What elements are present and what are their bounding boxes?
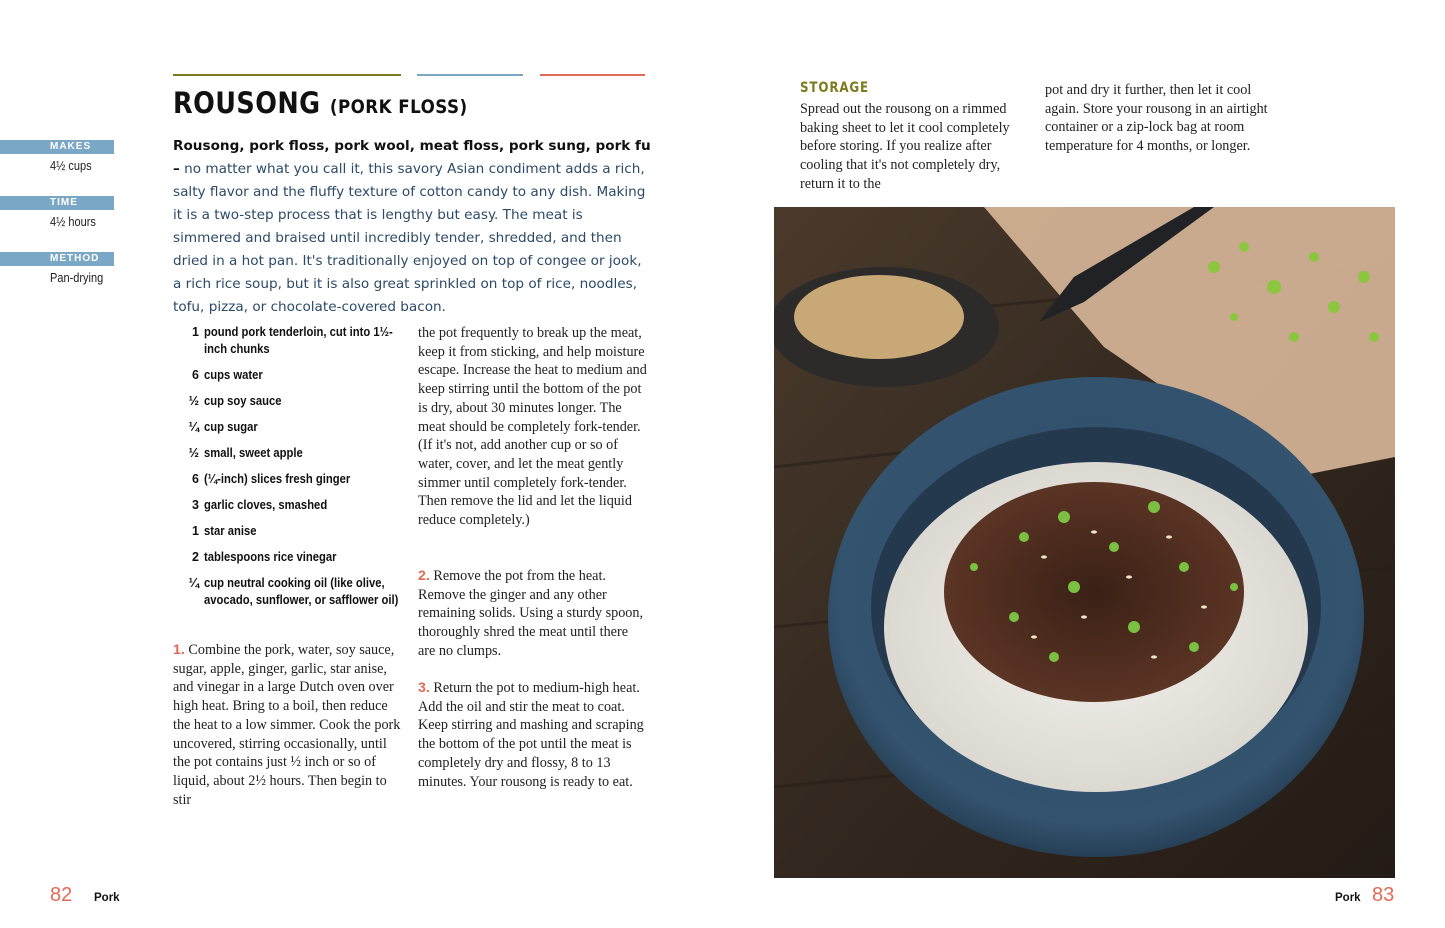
meta-label-time: TIME	[50, 197, 78, 208]
meta-label-makes: MAKES	[50, 141, 92, 152]
step-1-number: 1.	[173, 642, 185, 658]
intro-body: no matter what you call it, this savory Asian condiment adds a rich, salty flavor and the fluffy texture of cotton candy to any dish. Making it is a two-step process that is lengthy but easy. The meat is simmered and braised until incredibly tender, shredded, and then dried in a hot pan. It's traditionally enjoyed on top of congee or jook, a rich rice soup, but it is also great sprinkled on top of rice, noodles, tofu, pizza, or chocolate-covered bacon.	[173, 161, 646, 315]
ingredient-qty: 6	[192, 472, 199, 486]
ingredient-text: star anise	[204, 524, 257, 538]
step-1	[173, 641, 403, 809]
step-3	[418, 679, 648, 791]
ingredient-text: garlic cloves, smashed	[204, 498, 328, 512]
ingredient-item	[180, 367, 410, 384]
intro-lead: Rousong, pork floss, pork wool, meat floss, pork sung, pork fu –	[173, 138, 651, 177]
storage-heading: STORAGE	[800, 80, 870, 96]
title-rule-olive	[173, 74, 401, 76]
ingredient-qty: 1	[192, 325, 199, 339]
ingredient-item	[180, 575, 410, 609]
rousong-bowl-photo	[774, 207, 1395, 878]
meta-value-time: 4½ hours	[50, 215, 96, 229]
step-3-number: 3.	[418, 680, 430, 696]
step-3-text: Return the pot to medium-high heat. Add the oil and stir the meat to coat. Keep stirring and mashing and scraping the bottom of the pot until the meat is completely dry and flossy, 8 to 13 minutes. Your rousong is ready to eat.	[418, 680, 644, 790]
ingredient-qty: ¼	[188, 576, 199, 590]
page-label-left: Pork	[94, 892, 120, 904]
recipe-intro	[173, 135, 653, 319]
meta-value-method: Pan-drying	[50, 271, 104, 285]
ingredient-text: pound pork tenderloin, cut into 1½-inch chunks	[204, 325, 393, 356]
ingredient-item	[180, 523, 410, 540]
ingredient-qty: 6	[192, 368, 199, 382]
storage-text-col2: pot and dry it further, then let it cool again. Store your rousong in an airtight container or a zip-lock bag at room temperature for 4 months, or longer.	[1045, 82, 1268, 155]
ingredient-qty: 1	[192, 524, 199, 538]
ingredient-item	[180, 324, 410, 358]
page-number-left: 82	[50, 884, 73, 906]
step-1-continued-text: the pot frequently to break up the meat, keep it from sticking, and help moisture escape. Increase the heat to medium and keep stirring until the bottom of the pot is dry, about 30 minutes longer. The meat should be completely fork-tender. (If it's not, add another cup or so of water, cover, and let the meat gently simmer until completely fork-tender. Then remove the lid and let the liquid reduce completely.)	[418, 325, 647, 529]
ingredient-text: small, sweet apple	[204, 446, 303, 460]
recipe-title	[173, 86, 468, 120]
ingredient-list	[180, 324, 410, 618]
step-2-number: 2.	[418, 568, 430, 584]
ingredient-qty: ¼	[188, 420, 199, 434]
ingredient-qty: ½	[188, 394, 199, 408]
ingredient-qty: 3	[192, 498, 199, 512]
step-1-continued	[418, 324, 648, 530]
step-1-text: Combine the pork, water, soy sauce, sugar, apple, ginger, garlic, star anise, and vinegar in a large Dutch oven over high heat. Bring to a boil, then reduce the heat to a low simmer. Cook the pork uncovered, stirring occasionally, until the pot contains just ½ inch or so of liquid, about 2½ hours. Then begin to stir	[173, 642, 401, 808]
ingredient-item	[180, 393, 410, 410]
title-rule-coral	[540, 74, 645, 76]
ingredient-item	[180, 549, 410, 566]
storage-text-col1: Spread out the rousong on a rimmed baking sheet to let it cool completely before storing. If you realize after cooling that it's not completely dry, return it to the	[800, 101, 1010, 192]
page-number-right: 83	[1372, 884, 1395, 906]
ingredient-text: tablespoons rice vinegar	[204, 550, 337, 564]
ingredient-item	[180, 471, 410, 488]
ingredient-qty: ½	[188, 446, 199, 460]
meta-label-method: METHOD	[50, 253, 100, 264]
ingredient-text: cup sugar	[204, 420, 258, 434]
ingredient-item	[180, 497, 410, 514]
ingredient-text: cups water	[204, 368, 263, 382]
ingredient-qty: 2	[192, 550, 199, 564]
recipe-title-sub: (PORK FLOSS)	[329, 96, 468, 118]
recipe-title-main: ROUSONG	[173, 86, 321, 120]
ingredient-text: cup soy sauce	[204, 394, 282, 408]
ingredient-text: (¼-inch) slices fresh ginger	[204, 472, 351, 486]
ingredient-item	[180, 445, 410, 462]
step-2	[418, 567, 648, 661]
page-label-right: Pork	[1335, 892, 1361, 904]
step-2-text: Remove the pot from the heat. Remove the ginger and any other remaining solids. Using a sturdy spoon, thoroughly shred the meat until there are no clumps.	[418, 568, 644, 659]
ingredient-text: cup neutral cooking oil (like olive, avocado, sunflower, or safflower oil)	[204, 576, 399, 607]
ingredient-item	[180, 419, 410, 436]
title-rule-blue	[417, 74, 523, 76]
meta-value-makes: 4½ cups	[50, 159, 92, 173]
